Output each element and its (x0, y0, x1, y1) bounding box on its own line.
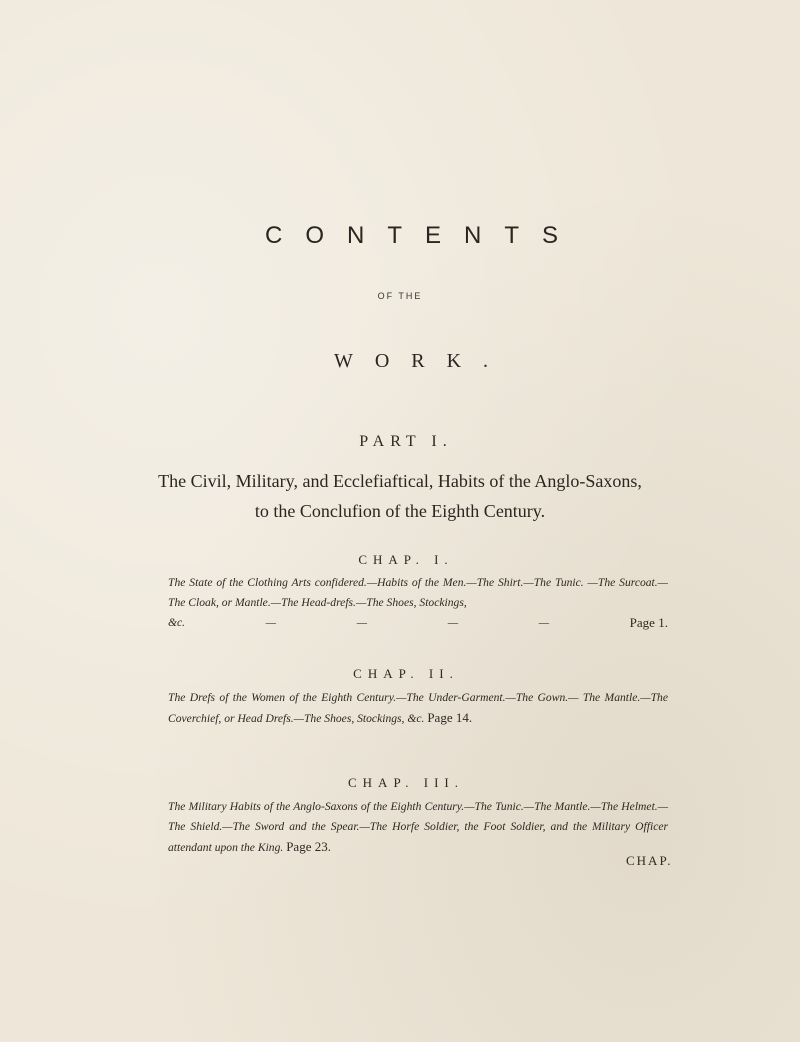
chapter-entry-etc: &c. (168, 616, 186, 629)
leader-dash: — (265, 616, 277, 629)
page-reference: Page 23. (286, 839, 331, 854)
chapter-heading-2: CHAP. II. (353, 666, 459, 681)
page-reference: Page 14. (427, 710, 473, 725)
chapter-heading-1: CHAP. I. (358, 552, 454, 567)
chapter-entry-text: The Military Habits of the Anglo-Saxons of the Eighth Century.—The Tunic.—The Mantle.—The Helmet.—The Shield.—The Sword and the Spear.—The Horfe Soldier, the Foot Soldier, and the Military Officer attendant upon the King. (168, 800, 668, 854)
part-description (0, 466, 800, 526)
chapter-entry-text: The Drefs of the Women of the Eighth Century.—The Under-Garment.—The Gown.— The Mantle.—The Coverchief, or Head Drefs.—The Shoes, Stockings, &c. (168, 691, 668, 725)
chapter-entry-1 (168, 573, 668, 633)
part-heading: PART I. (359, 433, 453, 450)
work-title: WORK. (333, 350, 511, 372)
chapter-entry-3 (168, 797, 668, 858)
part-description-line-2: to the Conclufion of the Eighth Century. (254, 501, 546, 521)
page-reference: Page 1. (629, 615, 668, 630)
leader-dash: — (538, 616, 549, 629)
chapter-entry-last-line (168, 613, 668, 633)
contents-title: CONTENTS (265, 222, 581, 249)
part-description-line-1: The Civil, Military, and Ecclefiaftical, Habits of the Anglo-Saxons, (158, 471, 642, 491)
of-the-label: OF THE (377, 291, 423, 301)
leader-dash: — (356, 616, 368, 629)
chapter-heading-3: CHAP. III. (348, 775, 464, 790)
chapter-entry-2 (168, 688, 668, 729)
chapter-entry-text: The State of the Clothing Arts confidered.—Habits of the Men.—The Shirt.—The Tunic. —The Surcoat.—The Cloak, or Mantle.—The Head-drefs.—The Shoes, Stockings, (168, 576, 668, 609)
leader-dash: — (447, 616, 459, 629)
catchword: CHAP. (626, 853, 673, 868)
